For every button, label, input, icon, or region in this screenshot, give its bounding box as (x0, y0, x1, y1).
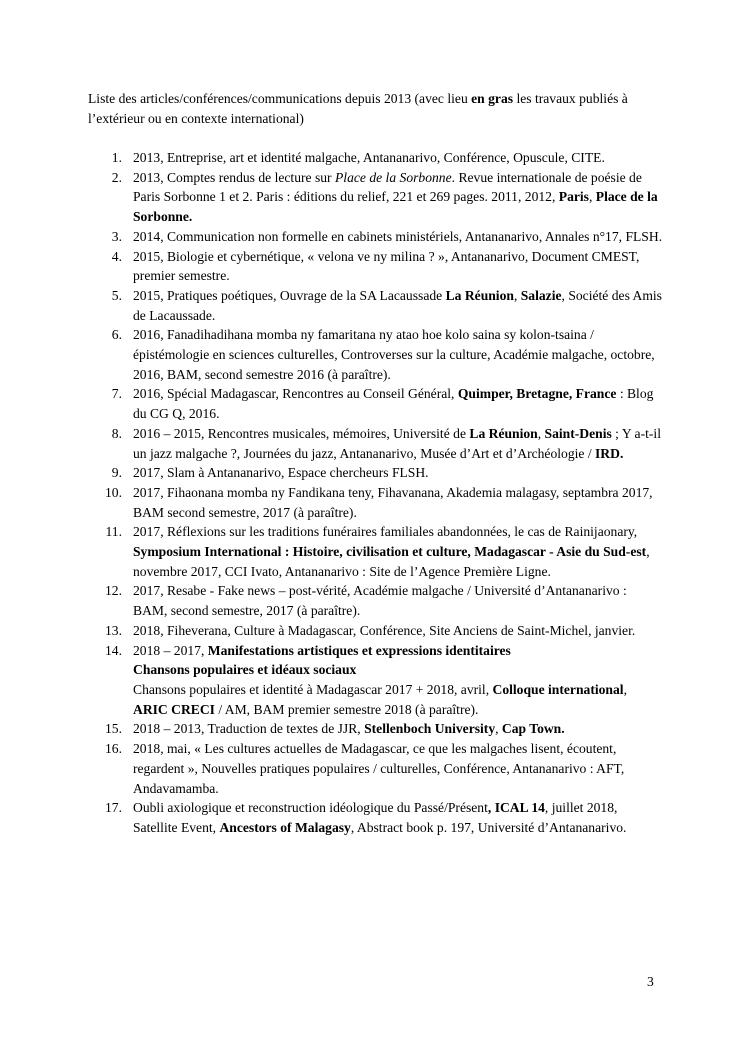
bold-segment: IRD. (595, 445, 624, 461)
text-segment: , juillet 2018, Satellite Event, (133, 800, 618, 835)
text-segment: , (588, 189, 596, 205)
list-item (111, 384, 663, 423)
text-segment: 2018 – 2013, Traduction de textes de JJR, (133, 721, 365, 737)
list-item (111, 325, 663, 384)
list-item-text (133, 621, 663, 641)
list-item-number: 14. (105, 642, 122, 658)
bold-segment: Saint-Denis (544, 425, 612, 441)
text-segment: , (537, 425, 545, 441)
list-item-number: 3. (111, 228, 122, 244)
text-segment: , novembre 2017, CCI Ivato, Antananarivo : Site de l’Agence Première Ligne. (133, 544, 650, 579)
list-item (111, 286, 663, 325)
list-item-number: 15. (105, 721, 122, 737)
list-item-number: 12. (105, 583, 122, 599)
bold-segment: Chansons populaires et idéaux sociaux (133, 662, 357, 678)
intro-text-start: Liste des articles/conférences/communications depuis 2013 (avec lieu (88, 91, 472, 106)
bold-segment: La Réunion (445, 287, 514, 303)
list-item-text (133, 581, 663, 620)
text-segment: : Blog du CG Q, 2016. (133, 386, 654, 422)
list-item (105, 483, 663, 522)
text-segment: Oubli axiologique et reconstruction idéologique du Passé/Présent (133, 800, 488, 816)
text-segment: 2015, Biologie et cybernétique, « velona ve ny milina ? », Antananarivo, Document CMEST, premier semestre. (133, 248, 640, 284)
intro-bold-text: en gras (471, 91, 514, 106)
text-segment: 2016, Fanadihadihana momba ny famaritana ny atao hoe kolo saina sy kolon-tsaina / épistémologie en sciences culturelles, Controverses sur la culture, Académie malgache, octobre, 2016, BAM, second semestre 2016 (à paraître). (133, 327, 655, 382)
list-item (105, 719, 663, 739)
bold-segment: Cap Town. (501, 721, 565, 737)
list-item-text (133, 148, 663, 168)
italic-segment: Place de la Sorbonne (334, 169, 452, 185)
list-item (105, 581, 663, 620)
text-segment: 2015, Pratiques poétiques, Ouvrage de la SA Lacaussade (133, 287, 446, 303)
list-item-number: 13. (105, 622, 122, 638)
list-item-text (133, 384, 663, 423)
text-segment: , (495, 721, 502, 737)
text-segment: 2018, Fiheverana, Culture à Madagascar, Conférence, Site Anciens de Saint-Michel, janvier. (133, 622, 636, 638)
list-item-text (133, 483, 663, 522)
bold-segment: Salazie (520, 287, 562, 303)
text-segment: 2017, Slam à Antananarivo, Espace chercheurs FLSH. (133, 465, 429, 481)
list-item-text (133, 641, 663, 661)
text-segment: 2013, Entreprise, art et identité malgache, Antananarivo, Conférence, Opuscule, CITE. (133, 150, 605, 165)
list-item-text (133, 719, 663, 739)
list-item-text (133, 424, 663, 463)
text-segment: 2014, Communication non formelle en cabinets ministériels, Antananarivo, Annales n°17, FLSH. (133, 228, 663, 244)
bold-segment: Place de la Sorbonne. (133, 189, 658, 225)
text-segment: , Abstract book p. 197, Université d’Antananarivo. (350, 819, 627, 835)
list-item-text (133, 680, 663, 719)
bold-segment: Ancestors of Malagasy (219, 819, 351, 835)
list-item-text (133, 522, 663, 581)
text-segment: 2017, Fihaonana momba ny Fandikana teny, Fihavanana, Akademia malagasy, septambra 2017, BAM second semestre, 2017 (à paraître). (133, 484, 653, 520)
bold-segment: Stellenboch University (364, 721, 496, 737)
page-number: 3 (647, 974, 654, 989)
list-item (105, 522, 663, 581)
list-item-text (133, 739, 663, 798)
list-item (105, 798, 663, 837)
list-item-number: 10. (105, 484, 122, 500)
text-segment: 2013, Comptes rendus de lecture sur (133, 169, 335, 185)
list-item (111, 247, 663, 286)
text-segment: Chansons populaires et identité à Madagascar 2017 + 2018, avril, (133, 681, 493, 697)
list-item-number: 5. (111, 287, 122, 303)
list-item-text (133, 247, 663, 286)
bold-segment: Symposium International : Histoire, civilisation et culture, Madagascar - Asie du Sud-est (133, 544, 647, 560)
bold-segment: Manifestations artistiques et expressions identitaires (207, 642, 511, 658)
text-segment: 2018 – 2017, (133, 642, 208, 658)
bold-segment: La Réunion (469, 425, 538, 441)
bold-segment: Paris (558, 189, 589, 205)
list-item-text (133, 798, 663, 837)
list-item-number: 6. (111, 327, 122, 343)
text-segment: 2018, mai, « Les cultures actuelles de Madagascar, ce que les malgaches lisent, écoutent, regardent », Nouvelles pratiques populaires / culturelles, Conférence, Antananarivo : AFT, Andavamamba. (133, 741, 625, 796)
list-item (105, 641, 663, 720)
text-segment: / AM, BAM premier semestre 2018 (à paraître). (214, 701, 479, 717)
list-item-number: 4. (111, 248, 122, 264)
intro-paragraph (88, 89, 658, 129)
list-item (111, 148, 663, 168)
bold-segment: , ICAL 14 (487, 800, 545, 816)
list-item (105, 621, 663, 641)
list-item (111, 168, 663, 227)
text-segment: , Société des Amis de Lacaussade. (133, 287, 662, 323)
list-item-number: 9. (111, 465, 122, 481)
list-item (111, 227, 663, 247)
text-segment: , (623, 681, 627, 697)
list-item-number: 11. (105, 524, 122, 540)
text-segment: 2016 – 2015, Rencontres musicales, mémoires, Université de (133, 425, 470, 441)
list-item-text (133, 325, 663, 384)
list-item (105, 739, 663, 798)
intro-text-end: les travaux publiés à l’extérieur ou en contexte international) (88, 91, 628, 126)
text-segment: ; Y a-t-il un jazz malgache ?, Journées du jazz, Antananarivo, Musée d’Art et d’Archéologie / (133, 425, 661, 461)
bold-segment: Colloque international (492, 681, 624, 697)
text-segment: 2017, Resabe - Fake news – post-vérité, Académie malgache / Université d’Antananarivo : BAM, second semestre, 2017 (à paraître). (133, 583, 627, 619)
list-item-text (133, 286, 663, 325)
list-item-number: 17. (105, 800, 122, 816)
text-segment: 2017, Réflexions sur les traditions funéraires familiales abandonnées, le cas de Rainijaonary, (133, 524, 638, 540)
list-item-text (133, 660, 663, 680)
list-item-number: 2. (111, 169, 122, 185)
bold-segment: Quimper, Bretagne, France (457, 386, 617, 402)
text-segment: 2016, Spécial Madagascar, Rencontres au Conseil Général, (133, 386, 458, 402)
list-item-number: 8. (111, 425, 122, 441)
list-item (111, 463, 663, 483)
bold-segment: ARIC CRECI (133, 701, 215, 717)
list-item-number: 1. (111, 150, 122, 165)
list-item-text (133, 463, 663, 483)
list-item-text (133, 168, 663, 227)
text-segment: , (513, 287, 521, 303)
list-item-number: 16. (105, 741, 122, 757)
list-item-text (133, 227, 663, 247)
list-item-number: 7. (111, 386, 122, 402)
list-item (111, 424, 663, 463)
text-segment: . Revue internationale de poésie de Paris Sorbonne 1 et 2. Paris : éditions du relief, 221 et 269 pages. 2011, 2012, (133, 169, 642, 205)
publication-list (105, 148, 663, 838)
